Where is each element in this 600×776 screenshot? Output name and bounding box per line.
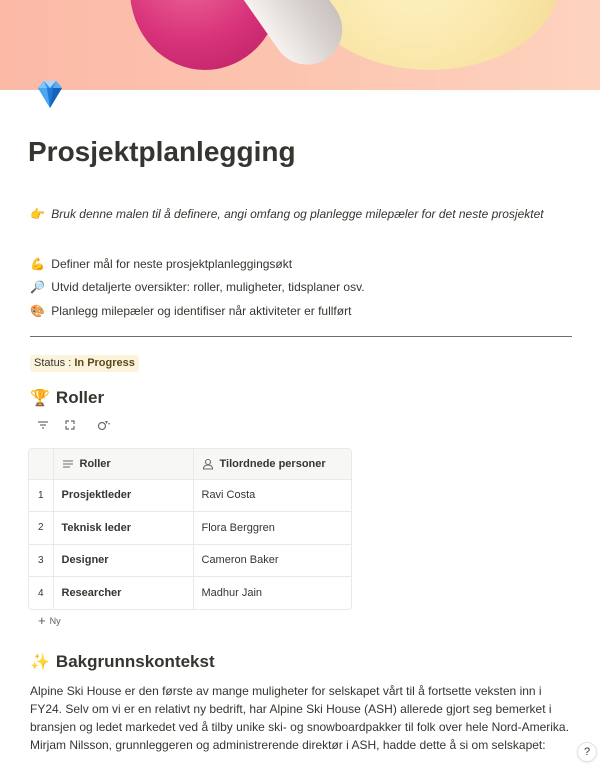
goal-text: Definer mål for neste prosjektplanleggingsøkt — [51, 257, 293, 271]
column-header-roles[interactable] — [53, 449, 193, 479]
background-heading — [30, 652, 215, 672]
filter-icon[interactable] — [36, 418, 50, 432]
goal-text: Planlegg milepæler og identifiser når aktiviteter er fullført — [51, 304, 352, 318]
table-row[interactable] — [29, 544, 351, 577]
status-badge — [30, 355, 139, 372]
role-cell[interactable]: Researcher — [53, 577, 193, 610]
row-number: 3 — [29, 544, 53, 577]
person-property-icon — [202, 458, 214, 470]
expand-icon[interactable] — [63, 418, 77, 432]
text-property-icon — [62, 459, 74, 469]
assignee-cell[interactable]: Ravi Costa — [193, 479, 351, 512]
assignee-cell[interactable]: Flora Berggren — [193, 512, 351, 545]
page-cover[interactable] — [0, 0, 600, 90]
table-row[interactable] — [29, 577, 351, 610]
trophy-icon: 🏆 — [30, 388, 50, 407]
status-value: In Progress — [74, 357, 135, 369]
goal-item — [30, 304, 351, 318]
intro-callout — [30, 207, 544, 221]
goal-item — [30, 257, 292, 271]
page-title: Prosjektplanlegging — [28, 136, 296, 167]
background-heading-text: Bakgrunnskontekst — [55, 652, 215, 671]
column-header-label: Tilordnede personer — [219, 457, 326, 470]
table-row[interactable] — [29, 512, 351, 545]
role-cell[interactable]: Teknisk leder — [53, 512, 193, 545]
pointing-hand-icon: 👉 — [30, 207, 45, 221]
status-label: Status : — [34, 357, 75, 369]
assignee-cell[interactable]: Madhur Jain — [201, 587, 263, 599]
row-number-header — [29, 449, 53, 479]
row-number: 4 — [29, 577, 53, 610]
column-header-assignees[interactable] — [193, 449, 351, 479]
roles-heading-text: Roller — [55, 388, 105, 407]
help-button[interactable]: ? — [577, 742, 597, 762]
column-header-label: Roller — [79, 457, 111, 470]
goal-text: Utvid detaljerte oversikter: roller, muligheter, tidsplaner osv. — [51, 280, 365, 294]
assignee-cell[interactable]: Cameron Baker — [193, 544, 351, 577]
plus-icon: + — [38, 613, 46, 628]
background-paragraph: Alpine Ski House er den første av mange muligheter for selskapet vårt til å fortsette veksten inn i FY24. Selv om vi er en relativt ny bedrift, har Alpine Ski House (ASH) allerede gjort seg bemerket i bransjen og ledet markedet ved å tilby unike ski- og snowboardpakker til folk over hele Nord-Amerika. Mirjam Nilsson, grunnleggeren og administrerende direktør i ASH, hadde dette å si om selskapet: — [30, 684, 569, 752]
role-cell[interactable]: Prosjektleder — [53, 479, 193, 512]
flexed-biceps-icon: 💪 — [30, 257, 45, 271]
goal-item — [30, 280, 365, 294]
magnifying-glass-icon: 🔎 — [30, 280, 45, 294]
row-number: 2 — [29, 512, 53, 545]
roles-heading — [30, 388, 104, 408]
automation-icon[interactable] — [96, 418, 112, 432]
sparkles-icon: ✨ — [30, 652, 50, 671]
roles-database — [28, 448, 352, 610]
row-number: 1 — [29, 479, 53, 512]
intro-callout-text: Bruk denne malen til å definere, angi omfang og planlegge milepæler for det neste prosjektet — [51, 207, 544, 221]
role-cell[interactable]: Designer — [53, 544, 193, 577]
table-row[interactable] — [29, 479, 351, 512]
gem-icon[interactable] — [30, 74, 70, 114]
new-row-button[interactable] — [38, 613, 61, 628]
new-row-label: Ny — [49, 616, 61, 626]
divider — [30, 336, 572, 337]
palette-icon: 🎨 — [30, 304, 45, 318]
